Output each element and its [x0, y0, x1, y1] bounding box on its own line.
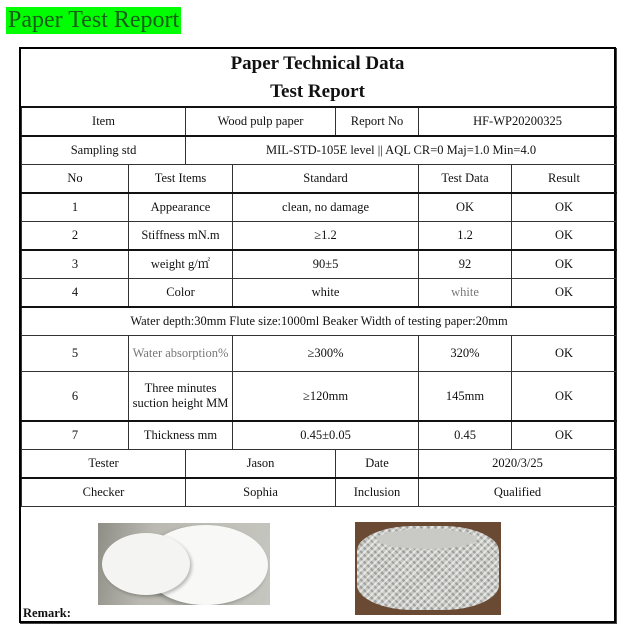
- row-data: 1.2: [419, 222, 512, 251]
- row-result: OK: [512, 279, 617, 308]
- col-header-standard: Standard: [233, 165, 419, 194]
- row-item: Thickness mm: [129, 421, 233, 450]
- row-standard: clean, no damage: [233, 193, 419, 222]
- report-no-label: Report No: [336, 107, 419, 136]
- row-result: OK: [512, 336, 617, 372]
- report-no-value: HF-WP20200325: [419, 107, 617, 136]
- column-header-row: [22, 165, 617, 194]
- row-no: 3: [22, 250, 129, 279]
- inclusion-label: Inclusion: [336, 478, 419, 507]
- row-standard: 0.45±0.05: [233, 421, 419, 450]
- row-data: OK: [419, 193, 512, 222]
- row-result: OK: [512, 421, 617, 450]
- paper-discs-photo: [98, 523, 270, 605]
- table-row: [22, 222, 617, 251]
- col-header-test-data: Test Data: [419, 165, 512, 194]
- table-row: [22, 250, 617, 279]
- row-no: 6: [22, 372, 129, 422]
- checker-row: [22, 478, 617, 507]
- row-no: 7: [22, 421, 129, 450]
- row-item: Stiffness mN.m: [129, 222, 233, 251]
- tester-row: [22, 450, 617, 479]
- row-standard: white: [233, 279, 419, 308]
- col-header-test-items: Test Items: [129, 165, 233, 194]
- row-item: Color: [129, 279, 233, 308]
- row-no: 2: [22, 222, 129, 251]
- row-item: Water absorption%: [129, 336, 233, 372]
- row-item: weight g/㎡: [129, 250, 233, 279]
- sampling-row: [22, 136, 617, 165]
- checker-label: Checker: [22, 478, 186, 507]
- report-title: [21, 49, 614, 107]
- row-result: OK: [512, 250, 617, 279]
- row-standard: ≥120mm: [233, 372, 419, 422]
- row-item: Appearance: [129, 193, 233, 222]
- row-standard: 90±5: [233, 250, 419, 279]
- water-note: Water depth:30mm Flute size:1000ml Beaker Width of testing paper:20mm: [22, 307, 617, 336]
- sampling-value: MIL-STD-105E level || AQL CR=0 Maj=1.0 Min=4.0: [186, 136, 617, 165]
- page-banner-title: Paper Test Report: [8, 7, 180, 33]
- item-row: [22, 107, 617, 136]
- table-row: [22, 279, 617, 308]
- date-label: Date: [336, 450, 419, 479]
- row-data: 0.45: [419, 421, 512, 450]
- date-value: 2020/3/25: [419, 450, 617, 479]
- test-report-sheet: [19, 47, 616, 623]
- tester-value: Jason: [186, 450, 336, 479]
- row-data: 145mm: [419, 372, 512, 422]
- table-row: [22, 421, 617, 450]
- tester-label: Tester: [22, 450, 186, 479]
- col-header-result: Result: [512, 165, 617, 194]
- row-result: OK: [512, 193, 617, 222]
- report-title-line2: Test Report: [270, 81, 365, 102]
- row-data: white: [419, 279, 512, 308]
- sample-images: [21, 511, 614, 621]
- col-header-no: No: [22, 165, 129, 194]
- row-no: 1: [22, 193, 129, 222]
- water-note-row: [22, 307, 617, 336]
- item-label: Item: [22, 107, 186, 136]
- row-result: OK: [512, 222, 617, 251]
- row-result: OK: [512, 372, 617, 422]
- row-data: 92: [419, 250, 512, 279]
- table-row: [22, 372, 617, 422]
- remark-label: Remark:: [23, 606, 71, 620]
- sampling-label: Sampling std: [22, 136, 186, 165]
- table-row: [22, 336, 617, 372]
- item-value: Wood pulp paper: [186, 107, 336, 136]
- inclusion-value: Qualified: [419, 478, 617, 507]
- row-no: 5: [22, 336, 129, 372]
- report-table: [21, 106, 617, 507]
- honeycomb-filter-photo: [355, 522, 501, 615]
- row-data: 320%: [419, 336, 512, 372]
- checker-value: Sophia: [186, 478, 336, 507]
- report-title-line1: Paper Technical Data: [230, 53, 405, 74]
- row-standard: ≥300%: [233, 336, 419, 372]
- table-row: [22, 193, 617, 222]
- row-standard: ≥1.2: [233, 222, 419, 251]
- row-no: 4: [22, 279, 129, 308]
- row-item: Three minutes suction height MM: [129, 372, 233, 422]
